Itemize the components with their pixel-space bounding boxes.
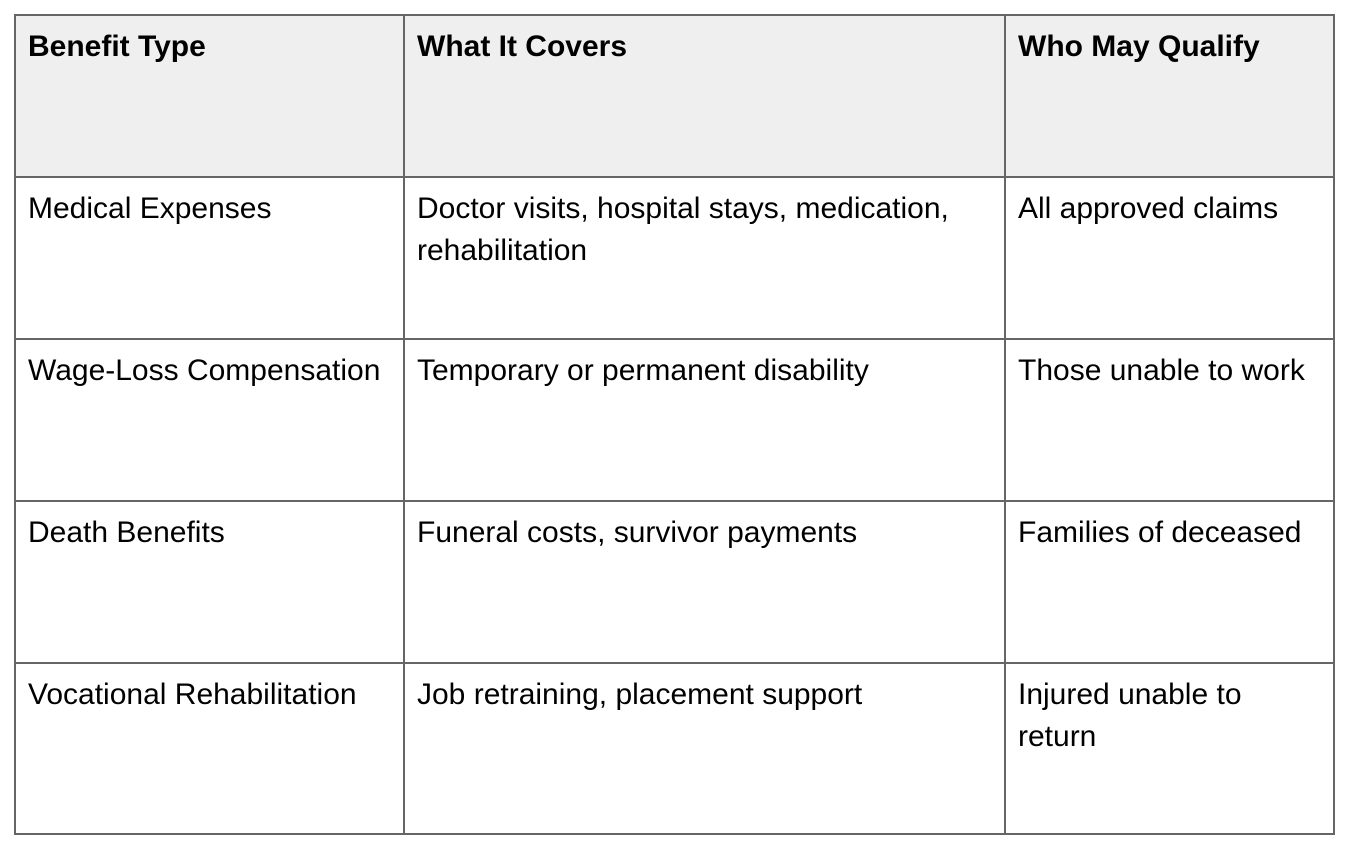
benefit-type-cell: Medical Expenses: [15, 177, 404, 339]
header-who-may-qualify: Who May Qualify: [1005, 15, 1334, 177]
benefit-type-cell: Death Benefits: [15, 501, 404, 663]
qualification-cell: Injured unable to return: [1005, 663, 1334, 834]
coverage-cell: Temporary or permanent disability: [404, 339, 1005, 501]
header-what-it-covers: What It Covers: [404, 15, 1005, 177]
coverage-cell: Doctor visits, hospital stays, medication, rehabilitation: [404, 177, 1005, 339]
qualification-cell: All approved claims: [1005, 177, 1334, 339]
coverage-cell: Job retraining, placement support: [404, 663, 1005, 834]
coverage-cell: Funeral costs, survivor payments: [404, 501, 1005, 663]
benefit-type-cell: Wage-Loss Compensation: [15, 339, 404, 501]
qualification-cell: Those unable to work: [1005, 339, 1334, 501]
table-row: [15, 177, 1334, 339]
table-row: [15, 663, 1334, 834]
table-row: [15, 339, 1334, 501]
qualification-cell: Families of deceased: [1005, 501, 1334, 663]
table-row: [15, 501, 1334, 663]
benefit-type-cell: Vocational Rehabilitation: [15, 663, 404, 834]
table-header-row: [15, 15, 1334, 177]
header-benefit-type: Benefit Type: [15, 15, 404, 177]
benefits-table: [14, 14, 1335, 835]
